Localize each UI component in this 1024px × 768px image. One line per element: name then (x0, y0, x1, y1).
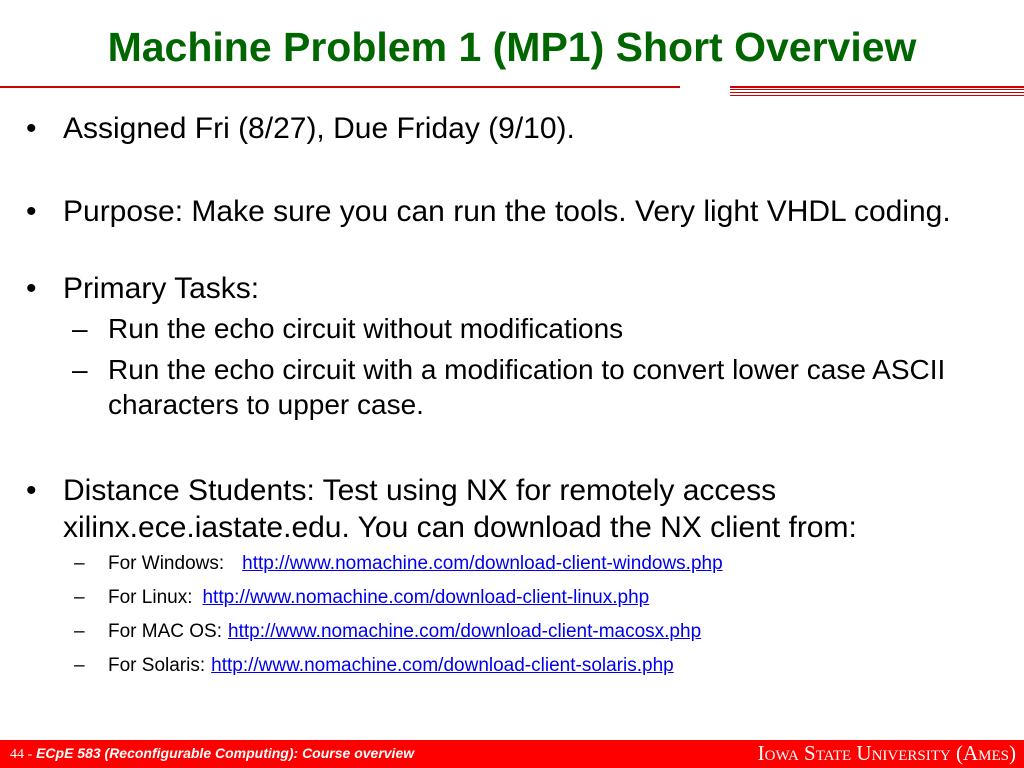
subbullet-text: Run the echo circuit without modifications (108, 313, 624, 344)
dash-icon: – (74, 587, 85, 608)
download-item-linux (0, 586, 988, 610)
bullet-text: Purpose: Make sure you can run the tools. Very light VHDL coding. (63, 195, 951, 228)
download-label: For Windows: (108, 553, 225, 574)
dash-icon: – (72, 313, 88, 344)
bullet-purpose (0, 193, 993, 230)
university-name: Iowa State University (Ames) (757, 741, 1016, 765)
subbullet-task-2 (0, 352, 988, 422)
title-divider-right (730, 86, 1024, 88)
bullet-text: Assigned Fri (8/27), Due Friday (9/10). (63, 112, 575, 145)
bullet-text: Distance Students: Test using NX for remotely access xilinx.ece.iastate.edu. You can download the NX client from: (63, 474, 857, 544)
download-item-macos (0, 620, 988, 644)
subbullet-task-1 (0, 311, 988, 346)
bullet-icon: • (26, 195, 37, 228)
subbullet-text: Run the echo circuit with a modification to convert lower case ASCII characters to upper case. (108, 354, 946, 420)
bullet-primary-tasks (0, 270, 993, 307)
bullet-icon: • (26, 272, 37, 305)
bullet-text: Primary Tasks: (63, 272, 260, 305)
bullet-assigned (0, 110, 993, 147)
bullet-icon: • (26, 112, 37, 145)
page-number: 44 - (10, 747, 33, 762)
slide-title: Machine Problem 1 (MP1) Short Overview (107, 24, 917, 70)
download-link-windows[interactable]: http://www.nomachine.com/download-client-windows.php (242, 553, 723, 574)
bullet-distance-students (0, 472, 993, 546)
course-title: ECpE 583 (Reconfigurable Computing): Course overview (36, 745, 415, 761)
dash-icon: – (74, 553, 85, 574)
download-item-windows (0, 552, 988, 576)
decorative-lines (730, 89, 1024, 98)
download-label: For Solaris: (108, 655, 206, 676)
title-divider (0, 86, 680, 88)
dash-icon: – (72, 354, 88, 385)
bullet-icon: • (26, 474, 37, 507)
download-label: For MAC OS: (108, 621, 223, 642)
download-link-linux[interactable]: http://www.nomachine.com/download-client-linux.php (202, 587, 650, 608)
download-label: For Linux: (108, 587, 193, 608)
download-link-solaris[interactable]: http://www.nomachine.com/download-client-solaris.php (211, 655, 674, 676)
download-item-solaris (0, 654, 988, 678)
dash-icon: – (74, 621, 85, 642)
dash-icon: – (74, 655, 85, 676)
download-link-macos[interactable]: http://www.nomachine.com/download-client-macosx.php (228, 621, 702, 642)
footer-bar (0, 740, 1024, 768)
